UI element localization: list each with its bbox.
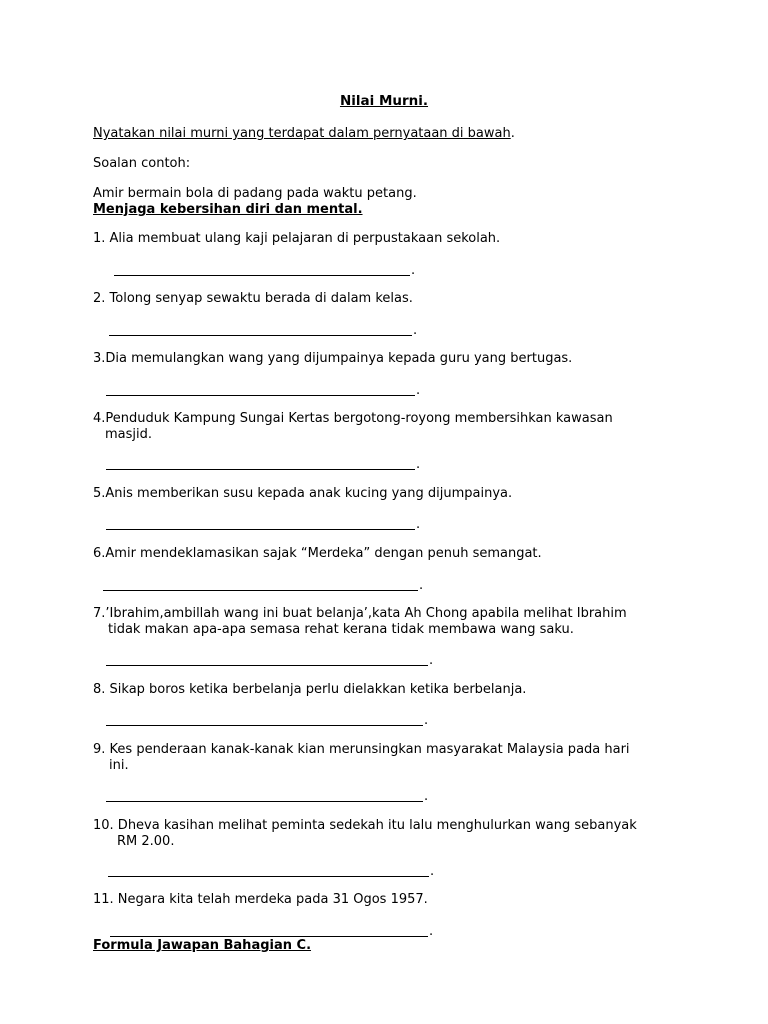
question-5: 5.Anis memberikan susu kepada anak kucing yang dijumpainya. bbox=[93, 486, 513, 501]
page-title: Nilai Murni. bbox=[339, 93, 429, 109]
question-10-continued: RM 2.00. bbox=[117, 834, 175, 849]
example-label: Soalan contoh: bbox=[93, 156, 191, 171]
answer-line-4[interactable]: . bbox=[106, 457, 428, 473]
answer-line-10[interactable]: . bbox=[108, 864, 442, 880]
question-9-continued: ini. bbox=[109, 758, 129, 773]
question-10: 10. Dheva kasihan melihat peminta sedekah itu lalu menghulurkan wang sebanyak bbox=[93, 818, 637, 833]
question-3: 3.Dia memulangkan wang yang dijumpainya kepada guru yang bertugas. bbox=[93, 351, 573, 366]
question-4-continued: masjid. bbox=[105, 427, 153, 442]
instruction bbox=[93, 126, 515, 142]
question-4: 4.Penduduk Kampung Sungai Kertas bergotong-royong membersihkan kawasan bbox=[93, 411, 613, 426]
answer-line-6[interactable]: . bbox=[103, 578, 431, 594]
instruction-text: Nyatakan nilai murni yang terdapat dalam pernyataan di bawah bbox=[93, 126, 511, 141]
question-9: 9. Kes penderaan kanak-kanak kian merunsingkan masyarakat Malaysia pada hari bbox=[93, 742, 630, 757]
footer-heading: Formula Jawapan Bahagian C. bbox=[93, 938, 312, 953]
question-8: 8. Sikap boros ketika berbelanja perlu dielakkan ketika berbelanja. bbox=[93, 682, 527, 697]
example-answer: Menjaga kebersihan diri dan mental. bbox=[93, 202, 363, 217]
answer-line-9[interactable]: . bbox=[106, 789, 436, 805]
question-1: 1. Alia membuat ulang kaji pelajaran di perpustakaan sekolah. bbox=[93, 231, 501, 246]
answer-line-5[interactable]: . bbox=[106, 517, 428, 533]
answer-line-8[interactable]: . bbox=[106, 713, 436, 729]
question-6: 6.Amir mendeklamasikan sajak “Merdeka” dengan penuh semangat. bbox=[93, 546, 542, 561]
question-7-continued: tidak makan apa-apa semasa rehat kerana tidak membawa wang saku. bbox=[108, 622, 574, 637]
answer-line-1[interactable]: . bbox=[114, 263, 424, 279]
answer-line-7[interactable]: . bbox=[106, 653, 440, 669]
question-2: 2. Tolong senyap sewaktu berada di dalam kelas. bbox=[93, 291, 413, 306]
example-statement: Amir bermain bola di padang pada waktu petang. bbox=[93, 186, 417, 201]
question-11: 11. Negara kita telah merdeka pada 31 Ogos 1957. bbox=[93, 892, 428, 907]
answer-line-3[interactable]: . bbox=[106, 383, 428, 399]
answer-line-2[interactable]: . bbox=[109, 323, 425, 339]
answer-line-11[interactable]: . bbox=[110, 924, 442, 940]
instruction-period: . bbox=[510, 126, 515, 141]
question-7: 7.’Ibrahim,ambillah wang ini buat belanja’,kata Ah Chong apabila melihat Ibrahim bbox=[93, 606, 627, 621]
